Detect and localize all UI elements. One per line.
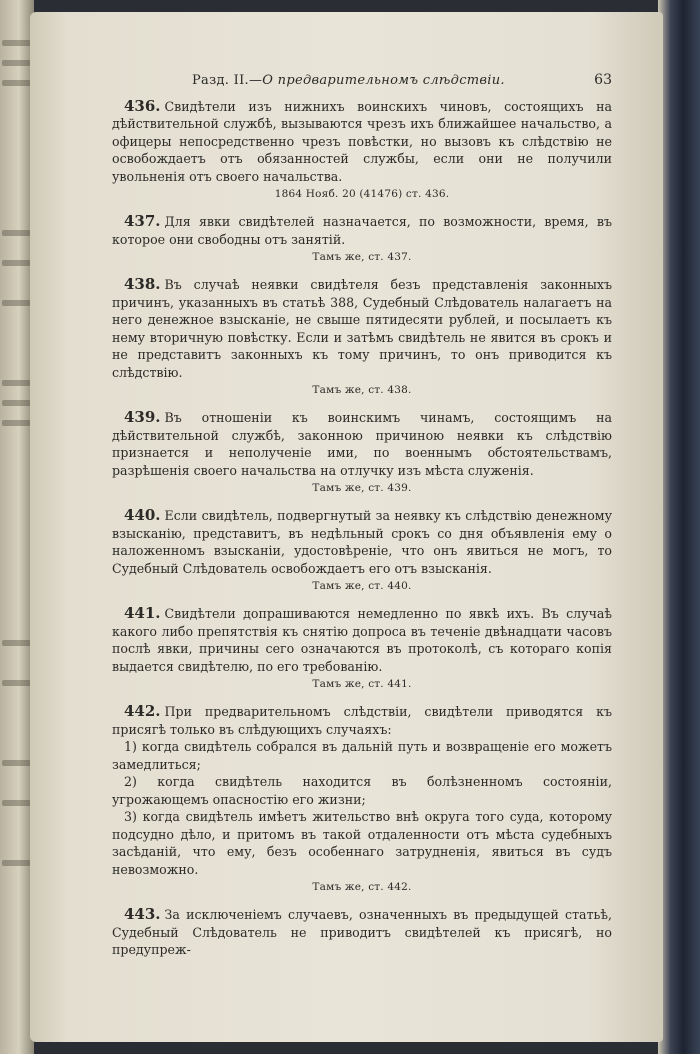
article-number: 436.	[124, 96, 161, 115]
article-number: 440.	[124, 506, 161, 524]
article-text: Въ случаѣ неявки свидѣтеля безъ представленія законныхъ причинъ, указанныхъ въ статьѣ 388, Судебный Слѣдователь налагаетъ на него денежное взысканіе, не свыше пятидесяти рублей, и посылаетъ къ нему вторичную повѣстку. Если и затѣмъ свидѣтель не явится въ срокъ и не представитъ законныхъ къ тому причинъ, то онъ приводится къ слѣдствію.	[112, 277, 612, 380]
article-list-item: 1) когда свидѣтель собрался въ дальній путь и возвращеніе его можетъ замедлиться;	[112, 739, 612, 772]
article-439	[112, 409, 612, 495]
article-citation: Тамъ же, ст. 440.	[312, 580, 412, 592]
running-header	[112, 72, 612, 90]
article-list-item: 2) когда свидѣтель находится въ болѣзненномъ состояніи, угрожающемъ опасностію его жизни;	[112, 774, 612, 807]
article-number: 443.	[124, 905, 161, 923]
article-text: Въ отношеніи къ воинскимъ чинамъ, состоящимъ на дѣйствительной службѣ, законною причиною неявки къ слѣдствію признается и неполученіе ими, по военнымъ обстоятельствамъ, разрѣшенія своего начальства на отлучку изъ мѣста служенія.	[112, 410, 612, 478]
article-number: 437.	[124, 212, 161, 230]
article-citation: Тамъ же, ст. 439.	[312, 482, 412, 494]
book-binding-edge	[658, 0, 700, 1054]
article-text: Если свидѣтель, подвергнутый за неявку къ слѣдствію денежному взысканію, представитъ, въ недѣльный срокъ со дня объявленія ему о наложенномъ взысканіи, удостовѣреніе, что онъ явиться не могъ, то Судебный Слѣдователь освобождаетъ его отъ взысканія.	[112, 508, 612, 576]
article-442	[112, 703, 612, 894]
previous-page-edge	[0, 0, 34, 1054]
article-number: 438.	[124, 275, 161, 293]
article-text: При предварительномъ слѣдствіи, свидѣтели приводятся къ присягѣ только въ слѣдующихъ случаяхъ:	[112, 704, 612, 737]
article-440	[112, 507, 612, 593]
article-citation: 1864 Нояб. 20 (41476) ст. 436.	[274, 188, 450, 200]
article-number: 441.	[124, 604, 161, 622]
article-436	[112, 98, 612, 202]
article-list-item: 3) когда свидѣтель имѣетъ жительство внѣ округа того суда, которому подсудно дѣло, и притомъ въ такой отдаленности отъ мѣста судебныхъ засѣданій, что ему, безъ особеннаго затрудненія, явиться въ судъ невозможно.	[112, 809, 612, 877]
article-citation: Тамъ же, ст. 438.	[312, 384, 412, 396]
running-title	[192, 72, 505, 90]
page-number: 63	[594, 72, 612, 88]
article-citation: Тамъ же, ст. 442.	[312, 881, 412, 893]
section-label: Разд. II.	[192, 73, 249, 88]
article-number: 439.	[124, 408, 161, 426]
article-438	[112, 276, 612, 397]
page-content	[112, 72, 612, 971]
article-443	[112, 906, 612, 959]
section-title: —О предварительномъ слѣдствіи.	[248, 73, 505, 88]
article-441	[112, 605, 612, 691]
article-citation: Тамъ же, ст. 441.	[312, 678, 412, 690]
article-437	[112, 213, 612, 264]
article-text: За исключеніемъ случаевъ, означенныхъ въ предыдущей статьѣ, Судебный Слѣдователь не приводитъ свидѣтелей къ присягѣ, но предупреж-	[112, 907, 612, 957]
article-text: Свидѣтели допрашиваются немедленно по явкѣ ихъ. Въ случаѣ какого либо препятствія къ снятію допроса въ теченіе двѣнадцати часовъ послѣ явки, причины сего означаются въ протоколѣ, съ котораго копія выдается свидѣтелю, по его требованію.	[112, 606, 612, 674]
book-page	[30, 12, 663, 1042]
article-text: Свидѣтели изъ нижнихъ воинскихъ чиновъ, состоящихъ на дѣйствительной службѣ, вызываются чрезъ ихъ ближайшее начальство, а офицеры непосредственно чрезъ повѣстки, но вызовъ къ слѣдствію не освобождаетъ отъ обязанностей службы, если они не получили увольненія отъ своего начальства.	[112, 98, 612, 184]
article-number: 442.	[124, 702, 161, 720]
article-citation: Тамъ же, ст. 437.	[312, 251, 412, 263]
article-text: Для явки свидѣтелей назначается, по возможности, время, въ которое они свободны отъ занятій.	[112, 214, 612, 247]
